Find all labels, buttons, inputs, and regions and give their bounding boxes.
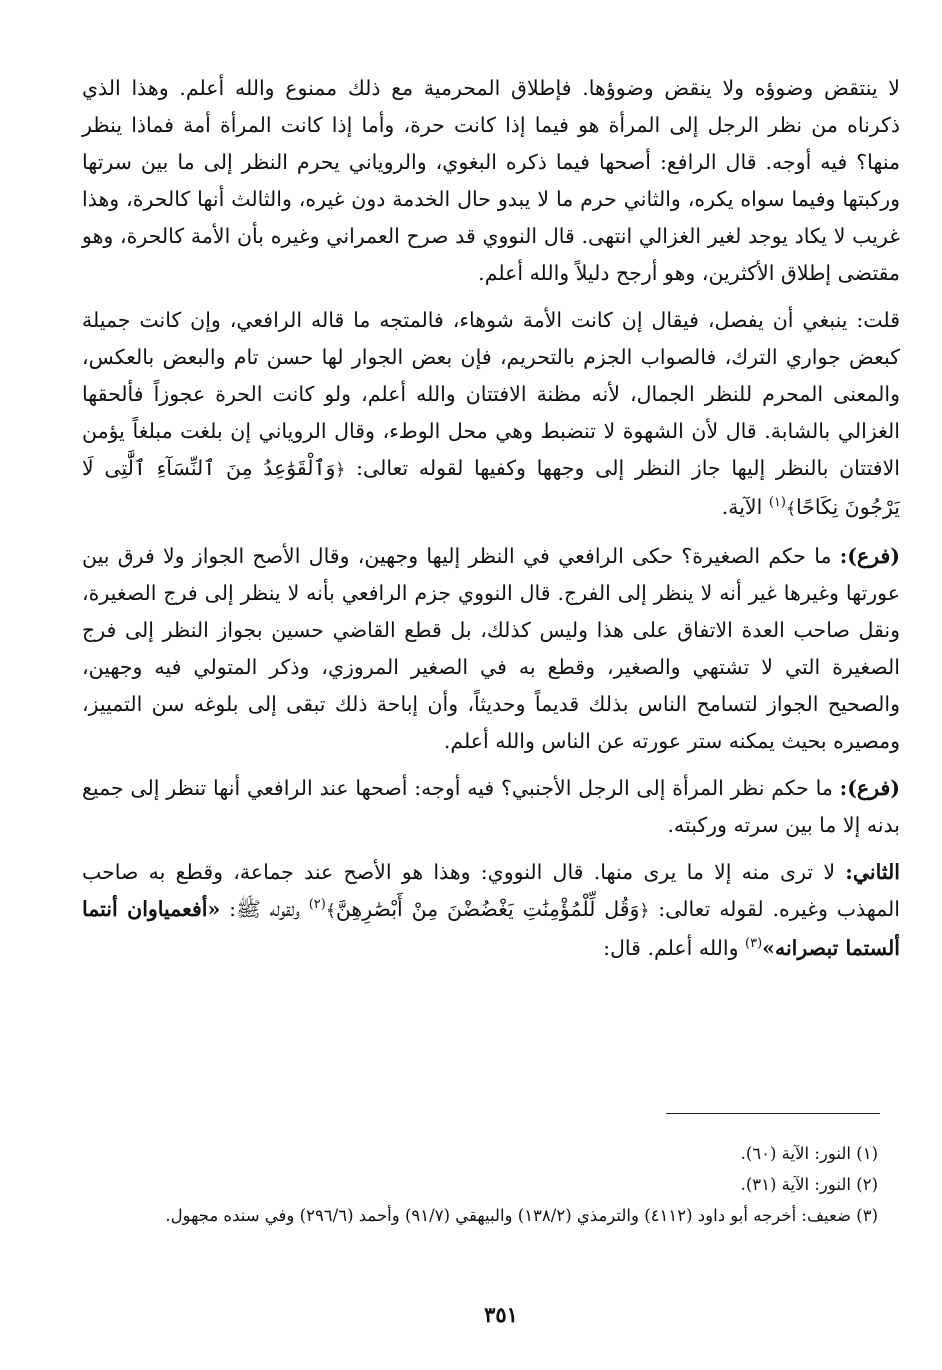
quran-verse: وَقُل لِّلْمُؤْمِنَٰتِ يَغْضُضْنَ مِنْ أَبْصَٰرِهِنَّ xyxy=(335,897,640,921)
paragraph-text: الآية. xyxy=(721,495,763,519)
paragraph-5 xyxy=(82,854,900,967)
paragraph-text: لا ترى منه إلا ما يرى منها. قال النووي: وهذا هو الأصح عند جماعة، وقطع به صاحب المهذب وغيره. لقوله تعالى: xyxy=(82,860,901,921)
paragraph-text: ولقوله ﷺ: xyxy=(229,897,300,921)
paragraph-2 xyxy=(82,302,900,528)
quran-bracket-close: ﴾ xyxy=(785,499,796,519)
paragraph-text: ما حكم الصغيرة؟ حكى الرافعي في النظر إليها وجهين، وقال الأصح الجواز ولا فرق بين عورتها وغيرها غير أنه لا ينظر إلى الفرج. قال النووي جزم الرافعي بأنه لا ينظر إلى فرج الصغيرة، ونقل صاحب العدة الاتفاق على هذا وليس كذلك، بل قطع القاضي حسين بجواز النظر إلى فرج الصغيرة التي لا تشتهي والصغير، وقطع به في الصغير المروزي، وذكر المتولي فيه وجهين، والصحيح الجواز لتسامح الناس بذلك قديماً وحديثاً، وأن إباحة ذلك تبقى إلى بلوغه سن التمييز، ومصيره بحيث يمكنه ستر عورته عن الناس والله أعلم. xyxy=(82,544,900,753)
footnote: (٢) النور: الآية (٣١). xyxy=(740,1175,878,1194)
paragraph-text: ما حكم نظر المرأة إلى الرجل الأجنبي؟ فيه أوجه: أصحها عند الرافعي أنها تنظر إلى جميع بدنه إلا ما بين سرته وركبته. xyxy=(82,776,900,837)
footnotes xyxy=(70,1138,878,1231)
branch-label: (فرع): xyxy=(839,776,900,800)
footnote: (٣) ضعيف: أخرجه أبو داود (٤١١٢) والترمذي (١٣٨/٢) والبيهقي (٩١/٧) وأحمد (٢٩٦/٦) وفي سنده مجهول. xyxy=(165,1206,878,1225)
branch-label: (فرع): xyxy=(839,544,900,568)
main-text xyxy=(82,70,900,967)
footnote-divider xyxy=(666,1113,880,1114)
page-number: ٣٥١ xyxy=(484,1302,518,1327)
paragraph-3 xyxy=(82,538,900,760)
quran-bracket-open: ﴿ xyxy=(335,460,346,480)
paragraph-text: والله أعلم. قال: xyxy=(603,936,739,960)
opinion-label: الثاني: xyxy=(845,860,900,884)
quran-bracket-open: ﴿ xyxy=(639,901,650,921)
paragraph-text: لا ينتقض وضوؤه ولا ينقض وضوؤها. فإطلاق المحرمية مع ذلك ممنوع والله أعلم. وهذا الذي ذكرناه من نظر الرجل إلى المرأة هو فيما إذا كانت حرة، وأما إذا كانت المرأة أمة فماذا ينظر منها؟ فيه أوجه. قال الرافع: أصحها فيما ذكره البغوي، والروياني يحرم النظر إلى ما بين سرتها وركبتها وفيما سواه يكره، والثاني حرم ما لا يبدو حال الخدمة دون غيره، والثالث أنها كالحرة، وهذا غريب لا يكاد يوجد لغير الغزالي انتهى. قال النووي قد صرح العمراني وغيره بأن الأمة كالحرة، وهو مقتضى إطلاق الأكثرين، وهو أرجح دليلاً والله أعلم. xyxy=(82,76,900,285)
quran-bracket-close: ﴾ xyxy=(325,901,336,921)
quran-verse: وَٱلْقَوَٰعِدُ مِنَ ٱلنِّسَآءِ ٱلَّٰتِى لَا يَرْجُونَ نِكَاحًا xyxy=(82,456,900,519)
footnote: (١) النور: الآية (٦٠). xyxy=(740,1144,878,1163)
hadith-text: «أفعمياوان أنتما ألستما تبصرانه» xyxy=(82,897,900,960)
footnote-ref: (٢) xyxy=(308,897,326,913)
footnote-ref: (٣) xyxy=(745,936,763,952)
paragraph-4 xyxy=(82,770,900,844)
paragraph-1 xyxy=(82,70,900,292)
paragraph-text: قلت: ينبغي أن يفصل، فيقال إن كانت الأمة شوهاء، فالمتجه ما قاله الرافعي، وإن كانت جميلة كبعض جواري الترك، فالصواب الجزم بالتحريم، فإن بعض الجوار لها حسن تام والبعض بالعكس، والمعنى المحرم للنظر الجمال، لأنه مظنة الافتتان والله أعلم، ولو كانت الحرة عجوزاً فألحقها الغزالي بالشابة. قال لأن الشهوة لا تنضبط وهي محل الوطء، وقال الروياني إن بلغت مبلغاً يؤمن الافتتان بالنظر إليها جاز النظر إلى وجهها وكفيها لقوله تعالى: xyxy=(82,308,900,480)
footnote-ref: (١) xyxy=(768,495,786,511)
